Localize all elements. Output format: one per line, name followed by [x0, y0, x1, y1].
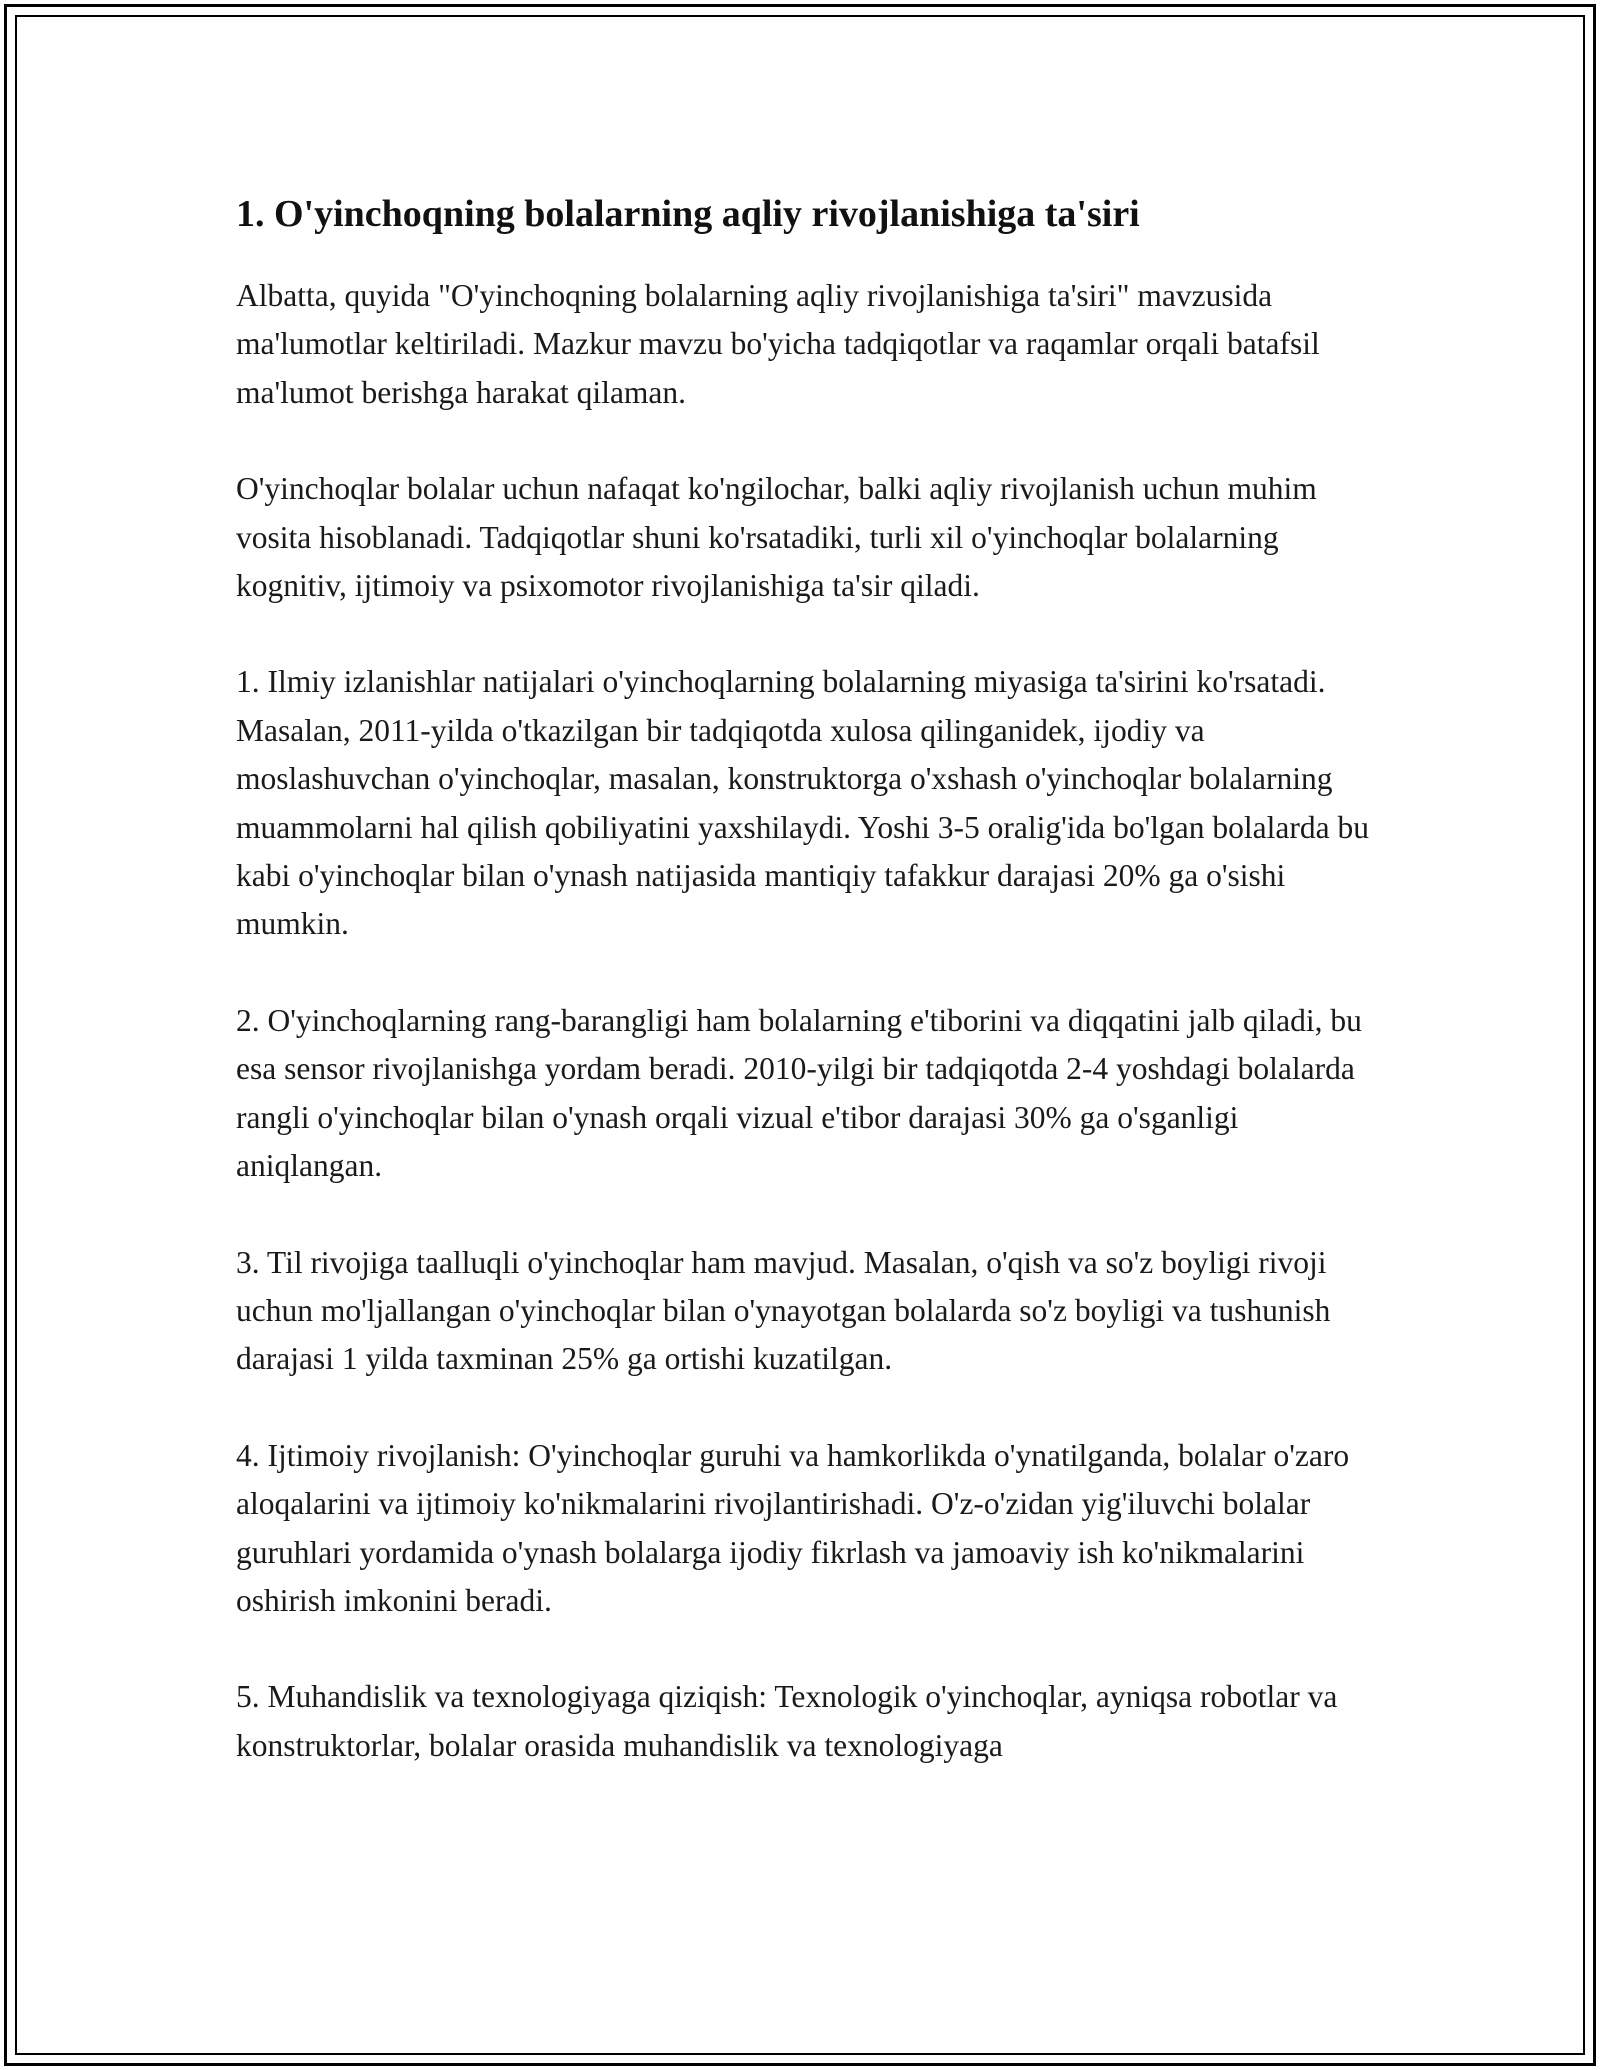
page-title: 1. O'yinchoqning bolalarning aqliy rivojlanishiga ta'siri: [236, 193, 1140, 235]
paragraph-point-1: 1. Ilmiy izlanishlar natijalari o'yinchoqlarning bolalarning miyasiga ta'sirini ko'rsatadi. Masalan, 2011-yilda o'tkazilgan bir tadqiqotda xulosa qilinganidek, ijodiy va moslashuvchan o'yinchoqlar, masalan, konstruktorga o'xshash o'yinchoqlar bolalarning muammolarni hal qilish qobiliyatini yaxshilaydi. Yoshi 3-5 oralig'ida bo'lgan bolalarda bu kabi o'yinchoqlar bilan o'ynash natijasida mantiqiy tafakkur darajasi 20% ga o'sishi mumkin.: [236, 664, 1369, 942]
paragraph-intro: Albatta, quyida "O'yinchoqning bolalarning aqliy rivojlanishiga ta'siri" mavzusida ma'lumotlar keltiriladi. Mazkur mavzu bo'yicha tadqiqotlar va raqamlar orqali batafsil ma'lumot berishga harakat qilaman.: [236, 278, 1320, 410]
paragraph-point-3: 3. Til rivojiga taalluqli o'yinchoqlar ham mavjud. Masalan, o'qish va so'z boyligi rivoji uchun mo'ljallangan o'yinchoqlar bilan o'ynayotgan bolalarda so'z boyligi va tushunish darajasi 1 yilda taxminan 25% ga ortishi kuzatilgan.: [236, 1244, 1331, 1377]
paragraph-overview: O'yinchoqlar bolalar uchun nafaqat ko'ngilochar, balki aqliy rivojlanish uchun muhim vosita hisoblanadi. Tadqiqotlar shuni ko'rsatadiki, turli xil o'yinchoqlar bolalarning kognitiv, ijtimoiy va psixomotor rivojlanishiga ta'sir qiladi.: [236, 471, 1317, 604]
paragraph-point-2: 2. O'yinchoqlarning rang-barangligi ham bolalarning e'tiborini va diqqatini jalb qiladi, bu esa sensor rivojlanishga yordam beradi. 2010-yilgi bir tadqiqotda 2-4 yoshdagi bolalarda rangli o'yinchoqlar bilan o'ynash orqali vizual e'tibor darajasi 30% ga o'sganligi aniqlangan.: [236, 1002, 1362, 1184]
paragraph-point-4: 4. Ijtimoiy rivojlanish: O'yinchoqlar guruhi va hamkorlikda o'ynatilganda, bolalar o'zaro aloqalarini va ijtimoiy ko'nikmalarini rivojlantirishadi. O'z-o'zidan yig'iluvchi bolalar guruhlari yordamida o'ynash bolalarga ijodiy fikrlash va jamoaviy ish ko'nikmalarini oshirish imkonini beradi.: [236, 1437, 1350, 1618]
paragraph-point-5: 5. Muhandislik va texnologiyaga qiziqish: Texnologik o'yinchoqlar, ayniqsa robotlar va konstruktorlar, bolalar orasida muhandislik va texnologiyaga: [236, 1679, 1338, 1763]
document-body: [236, 184, 1376, 1770]
